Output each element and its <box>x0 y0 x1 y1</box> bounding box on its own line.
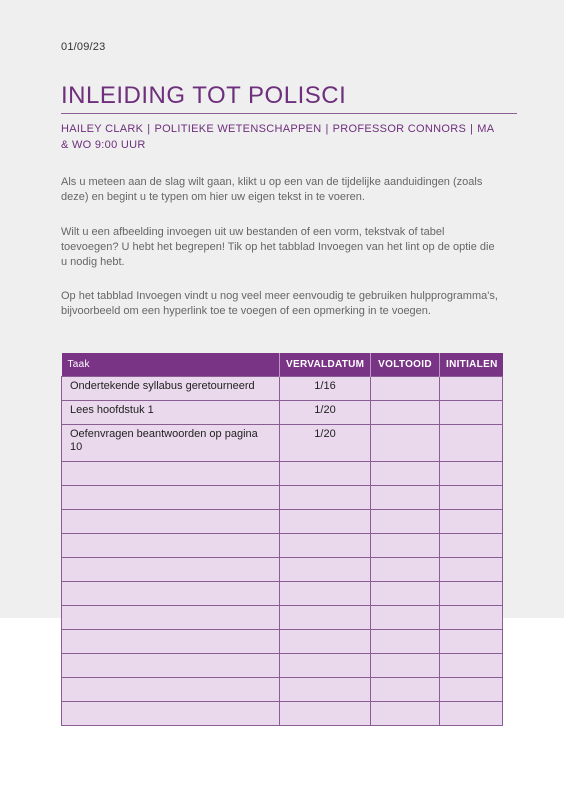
completed-cell[interactable] <box>371 509 440 533</box>
title-divider <box>61 113 517 114</box>
completed-cell[interactable] <box>371 701 440 725</box>
document-date[interactable]: 01/09/23 <box>61 41 106 53</box>
task-table <box>61 353 503 726</box>
class-schedule: MA & WO 9:00 UUR <box>61 123 494 151</box>
completed-cell[interactable] <box>371 376 440 400</box>
task-cell[interactable] <box>62 581 280 605</box>
task-cell[interactable] <box>62 653 280 677</box>
table-row <box>62 461 503 485</box>
task-cell[interactable] <box>62 677 280 701</box>
completed-cell[interactable] <box>371 485 440 509</box>
table-row <box>62 485 503 509</box>
completed-cell[interactable] <box>371 400 440 424</box>
task-cell[interactable] <box>62 557 280 581</box>
task-cell[interactable] <box>62 461 280 485</box>
task-table-body <box>62 376 503 725</box>
completed-cell[interactable] <box>371 605 440 629</box>
due-date-cell[interactable] <box>280 461 371 485</box>
subtitle-line[interactable] <box>61 121 502 153</box>
due-date-cell[interactable] <box>280 605 371 629</box>
table-row <box>62 557 503 581</box>
completed-cell[interactable] <box>371 581 440 605</box>
due-date-cell[interactable] <box>280 509 371 533</box>
table-row <box>62 581 503 605</box>
initials-cell[interactable] <box>440 557 503 581</box>
table-row <box>62 677 503 701</box>
initials-cell[interactable] <box>440 509 503 533</box>
course-name: POLITIEKE WETENSCHAPPEN <box>154 123 322 135</box>
body-paragraph[interactable]: Als u meteen aan de slag wilt gaan, klikt u op een van de tijdelijke aanduidingen (zoals deze) en begint u te typen om hier uw eigen tekst in te voeren. <box>61 176 483 203</box>
completed-cell[interactable] <box>371 533 440 557</box>
header-task: Taak <box>62 353 280 376</box>
task-cell[interactable]: Oefenvragen beantwoorden op pagina 10 <box>62 424 280 461</box>
separator: | <box>325 123 329 135</box>
due-date-cell[interactable] <box>280 557 371 581</box>
completed-cell[interactable] <box>371 557 440 581</box>
initials-cell[interactable] <box>440 485 503 509</box>
task-cell[interactable]: Lees hoofdstuk 1 <box>62 400 280 424</box>
header-completed: VOLTOOID <box>371 353 440 376</box>
due-date-cell[interactable] <box>280 677 371 701</box>
due-date-cell[interactable] <box>280 581 371 605</box>
header-initials: INITIALEN <box>440 353 503 376</box>
table-row <box>62 533 503 557</box>
initials-cell[interactable] <box>440 376 503 400</box>
table-row <box>62 653 503 677</box>
initials-cell[interactable] <box>440 605 503 629</box>
completed-cell[interactable] <box>371 653 440 677</box>
due-date-cell[interactable]: 1/16 <box>280 376 371 400</box>
task-cell[interactable] <box>62 629 280 653</box>
initials-cell[interactable] <box>440 400 503 424</box>
task-cell[interactable] <box>62 533 280 557</box>
initials-cell[interactable] <box>440 424 503 461</box>
task-cell[interactable] <box>62 485 280 509</box>
task-cell[interactable] <box>62 605 280 629</box>
initials-cell[interactable] <box>440 701 503 725</box>
due-date-cell[interactable]: 1/20 <box>280 400 371 424</box>
due-date-cell[interactable] <box>280 653 371 677</box>
due-date-cell[interactable] <box>280 629 371 653</box>
table-row <box>62 400 503 424</box>
professor-name: PROFESSOR CONNORS <box>332 123 467 135</box>
initials-cell[interactable] <box>440 629 503 653</box>
completed-cell[interactable] <box>371 629 440 653</box>
completed-cell[interactable] <box>371 424 440 461</box>
due-date-cell[interactable]: 1/20 <box>280 424 371 461</box>
task-cell[interactable] <box>62 509 280 533</box>
separator: | <box>147 123 151 135</box>
due-date-cell[interactable] <box>280 533 371 557</box>
page-title[interactable]: INLEIDING TOT POLISCI <box>61 82 347 109</box>
table-row <box>62 629 503 653</box>
initials-cell[interactable] <box>440 461 503 485</box>
initials-cell[interactable] <box>440 581 503 605</box>
header-due-date: VERVALDATUM <box>280 353 371 376</box>
table-row <box>62 701 503 725</box>
separator: | <box>470 123 474 135</box>
table-row <box>62 605 503 629</box>
due-date-cell[interactable] <box>280 485 371 509</box>
initials-cell[interactable] <box>440 533 503 557</box>
body-paragraph[interactable]: Wilt u een afbeelding invoegen uit uw bestanden of een vorm, tekstvak of tabel toevoegen? U hebt het begrepen! Tik op het tabblad Invoegen van het lint op de optie die u nodig hebt. <box>61 226 495 268</box>
completed-cell[interactable] <box>371 677 440 701</box>
initials-cell[interactable] <box>440 653 503 677</box>
task-cell[interactable]: Ondertekende syllabus geretourneerd <box>62 376 280 400</box>
task-cell[interactable] <box>62 701 280 725</box>
completed-cell[interactable] <box>371 461 440 485</box>
due-date-cell[interactable] <box>280 701 371 725</box>
initials-cell[interactable] <box>440 677 503 701</box>
body-paragraph[interactable]: Op het tabblad Invoegen vindt u nog veel meer eenvoudig te gebruiken hulpprogramma's, bijvoorbeeld om een hyperlink toe te voegen of een opmerking in te voegen. <box>61 290 498 317</box>
table-row <box>62 509 503 533</box>
student-name: HAILEY CLARK <box>61 123 144 135</box>
table-row <box>62 424 503 461</box>
table-row <box>62 376 503 400</box>
table-header-row <box>62 353 503 376</box>
